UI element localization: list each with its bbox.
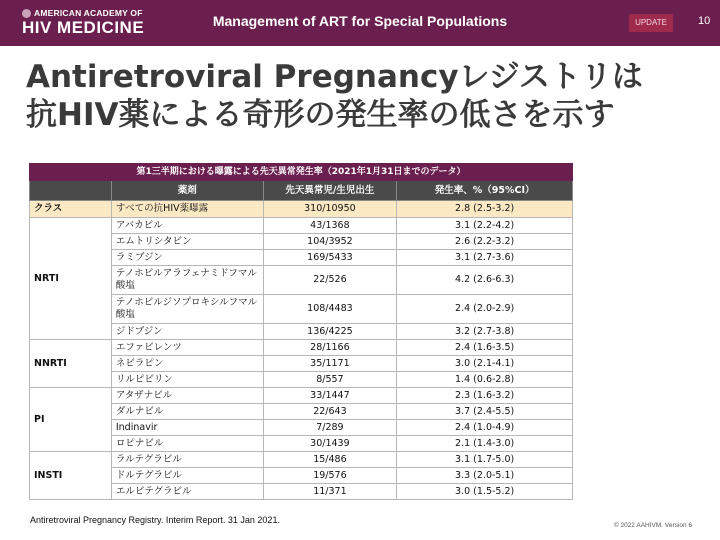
table-row	[30, 266, 573, 295]
logo-org-bottom: HIV MEDICINE	[22, 18, 145, 37]
table-row	[30, 250, 573, 266]
ratio-cell: 310/10950	[263, 201, 397, 218]
copyright: © 2022 AAHIVM. Version 6	[613, 522, 692, 529]
rate-cell: 1.4 (0.6-2.8)	[397, 372, 573, 388]
ratio-cell: 35/1171	[263, 356, 397, 372]
table-row-all-drugs	[30, 201, 573, 218]
rate-cell: 3.1 (2.2-4.2)	[397, 218, 573, 234]
rate-cell: 3.7 (2.4-5.5)	[397, 404, 573, 420]
rate-cell: 3.0 (1.5-5.2)	[397, 484, 573, 500]
drug-cell: Indinavir	[111, 420, 263, 436]
ratio-cell: 43/1368	[263, 218, 397, 234]
drug-cell: エムトリシタビン	[111, 234, 263, 250]
reference-footnote: Antiretroviral Pregnancy Registry. Interim Report. 31 Jan 2021.	[30, 515, 280, 525]
table-row	[30, 436, 573, 452]
table-row	[30, 218, 573, 234]
table-row	[30, 484, 573, 500]
page-number: 10	[698, 15, 711, 27]
table-row	[30, 324, 573, 340]
table-row	[30, 404, 573, 420]
ratio-cell: 33/1447	[263, 388, 397, 404]
rate-cell: 3.1 (1.7-5.0)	[397, 452, 573, 468]
drug-cell: アバカビル	[111, 218, 263, 234]
header-defects-births: 先天異常児/生児出生	[263, 181, 397, 201]
ratio-cell: 30/1439	[263, 436, 397, 452]
birth-defects-table	[29, 163, 573, 500]
slide-title-line2: 抗HIV薬による奇形の発生率の低さを示す	[26, 97, 615, 133]
drug-class-label: INSTI	[30, 452, 112, 500]
rate-cell: 4.2 (2.6-6.3)	[397, 266, 573, 295]
ratio-cell: 19/576	[263, 468, 397, 484]
table-caption-row	[30, 164, 573, 181]
table-caption: 第1三半期における曝露による先天異常発生率（2021年1月31日までのデータ）	[30, 164, 573, 181]
rate-cell: 3.3 (2.0-5.1)	[397, 468, 573, 484]
drug-cell: テノホビルアラフェナミドフマル酸塩	[111, 266, 263, 295]
rate-cell: 2.4 (2.0-2.9)	[397, 295, 573, 324]
ratio-cell: 11/371	[263, 484, 397, 500]
drug-cell: エルビテグラビル	[111, 484, 263, 500]
header-class	[30, 181, 112, 201]
table-row	[30, 372, 573, 388]
drug-cell: テノホビルジソプロキシルフマル酸塩	[111, 295, 263, 324]
rate-cell: 2.3 (1.6-3.2)	[397, 388, 573, 404]
ratio-cell: 169/5433	[263, 250, 397, 266]
header-title: Management of ART for Special Populations	[212, 13, 508, 29]
drug-cell: ラミブジン	[111, 250, 263, 266]
drug-cell: ネビラピン	[111, 356, 263, 372]
rate-cell: 3.2 (2.7-3.8)	[397, 324, 573, 340]
rate-cell: 2.6 (2.2-3.2)	[397, 234, 573, 250]
ratio-cell: 22/643	[263, 404, 397, 420]
table-row	[30, 388, 573, 404]
drug-cell: ドルテグラビル	[111, 468, 263, 484]
drug-cell: アタザナビル	[111, 388, 263, 404]
drug-class-label: NRTI	[30, 218, 112, 340]
update-badge: UPDATE	[629, 14, 673, 32]
ratio-cell: 22/526	[263, 266, 397, 295]
ratio-cell: 136/4225	[263, 324, 397, 340]
table-row	[30, 420, 573, 436]
table-row	[30, 234, 573, 250]
table-row	[30, 340, 573, 356]
drug-cell: ラルテグラビル	[111, 452, 263, 468]
header-drug: 薬剤	[111, 181, 263, 201]
rate-cell: 2.4 (1.6-3.5)	[397, 340, 573, 356]
ratio-cell: 28/1166	[263, 340, 397, 356]
ratio-cell: 15/486	[263, 452, 397, 468]
header-rate: 発生率、%（95%CI）	[397, 181, 573, 201]
ratio-cell: 7/289	[263, 420, 397, 436]
table-row	[30, 295, 573, 324]
class-label: クラス	[30, 201, 112, 218]
rate-cell: 2.4 (1.0-4.9)	[397, 420, 573, 436]
slide-title-line1: Antiretroviral Pregnancyレジストリは	[26, 59, 643, 95]
slide-title	[26, 58, 706, 134]
header-bar	[0, 0, 720, 46]
ratio-cell: 108/4483	[263, 295, 397, 324]
drug-cell: ダルナビル	[111, 404, 263, 420]
table-row	[30, 452, 573, 468]
table-row	[30, 356, 573, 372]
rate-cell: 3.1 (2.7-3.6)	[397, 250, 573, 266]
rate-cell: 3.0 (2.1-4.1)	[397, 356, 573, 372]
drug-class-label: PI	[30, 388, 112, 452]
rate-cell: 2.8 (2.5-3.2)	[397, 201, 573, 218]
drug-class-label: NNRTI	[30, 340, 112, 388]
table-row	[30, 468, 573, 484]
drug-cell: リルピビリン	[111, 372, 263, 388]
drug-cell: ロピナビル	[111, 436, 263, 452]
drug-cell: エファビレンツ	[111, 340, 263, 356]
rate-cell: 2.1 (1.4-3.0)	[397, 436, 573, 452]
logo-org-top: AMERICAN ACADEMY OF	[34, 8, 143, 18]
drug-cell: ジドブジン	[111, 324, 263, 340]
ratio-cell: 8/557	[263, 372, 397, 388]
table-header-row	[30, 181, 573, 201]
drug-cell: すべての抗HIV薬曝露	[111, 201, 263, 218]
ratio-cell: 104/3952	[263, 234, 397, 250]
